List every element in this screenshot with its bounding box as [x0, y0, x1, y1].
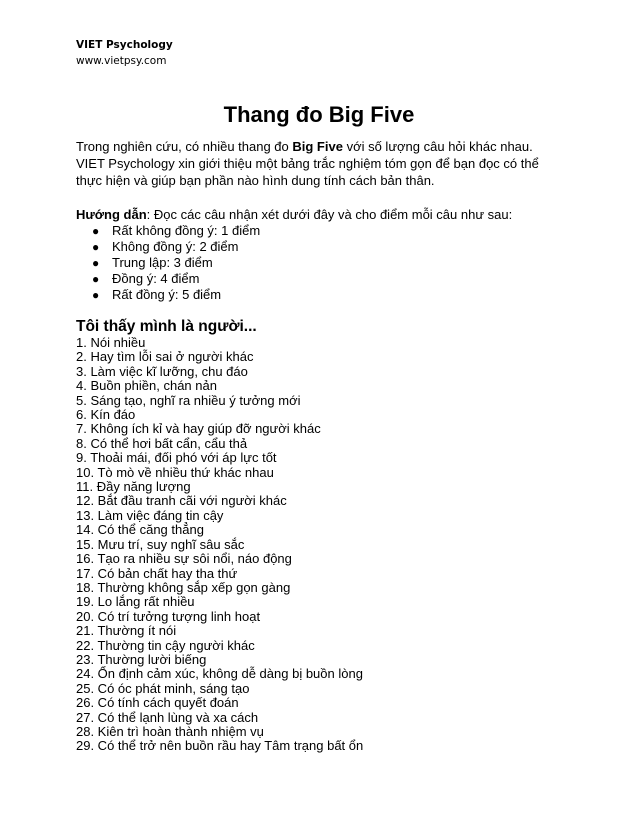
rating-scale-item: [92, 287, 562, 303]
list-item: 28. Kiên trì hoàn thành nhiệm vụ: [76, 723, 264, 739]
list-item: 1. Nói nhiều: [76, 335, 146, 350]
list-item: 24. Ổn định cảm xúc, không dễ dàng bị buồn lòng: [76, 666, 363, 682]
list-item: 22. Thường tin cậy người khác: [76, 637, 255, 653]
list-item: 4. Buồn phiền, chán nản: [76, 378, 217, 394]
section-heading: Tôi thấy mình là người...: [76, 318, 257, 335]
list-item: 21. Thường ít nói: [76, 623, 177, 639]
rating-scale-label: Rất không đồng ý: 1 điểm: [112, 223, 261, 238]
bullet-icon: ●: [92, 256, 100, 270]
list-item: 12. Bắt đầu tranh cãi với người khác: [76, 493, 287, 509]
header-org-name: VIET Psychology: [76, 39, 173, 51]
list-item: 3. Làm việc kĩ lưỡng, chu đáo: [76, 363, 248, 379]
page-title: Thang đo Big Five: [223, 102, 415, 127]
rating-scale-label: Đồng ý: 4 điểm: [112, 271, 200, 286]
list-item: 11. Đầy năng lượng: [76, 479, 191, 495]
rating-scale-item: [92, 239, 562, 255]
list-item: 9. Thoải mái, đối phó với áp lực tốt: [76, 450, 277, 466]
intro-text-end: với số lượng câu hỏi khác nhau. VIET Psychology xin giới thiệu một bảng trắc nghiệm tóm gọn để bạn đọc có thể thực hiện và giúp bạn phần nào hình dung tính cách bản thân.: [76, 139, 539, 188]
list-item: 6. Kín đáo: [76, 407, 136, 423]
list-item: 8. Có thể hơi bất cẩn, cẩu thả: [76, 435, 248, 451]
bullet-icon: ●: [92, 288, 100, 302]
list-item: 17. Có bản chất hay tha thứ: [76, 565, 238, 581]
instruction-paragraph: [76, 206, 562, 223]
instruction-label: Hướng dẫn: [76, 207, 147, 222]
intro-text-start: Trong nghiên cứu, có nhiều thang đo: [76, 139, 293, 154]
rating-scale-label: Trung lập: 3 điểm: [112, 255, 213, 270]
list-item: 25. Có óc phát minh, sáng tạo: [76, 680, 250, 696]
list-item: 13. Làm việc đáng tin cậy: [76, 507, 224, 523]
rating-scale-label: Không đồng ý: 2 điểm: [112, 239, 239, 254]
list-item: 23. Thường lười biếng: [76, 651, 207, 667]
list-item: 2. Hay tìm lỗi sai ở người khác: [76, 349, 254, 365]
rating-scale-label: Rất đồng ý: 5 điểm: [112, 287, 222, 302]
list-item: 7. Không ích kỉ và hay giúp đỡ người khác: [76, 421, 321, 437]
bullet-icon: ●: [92, 272, 100, 286]
list-item: 29. Có thể trở nên buồn rầu hay Tâm trạng bất ổn: [76, 738, 364, 754]
list-item: 20. Có trí tưởng tượng linh hoạt: [76, 608, 261, 624]
instruction-text: : Đọc các câu nhận xét dưới đây và cho điểm mỗi câu như sau:: [146, 207, 513, 222]
list-item: 5. Sáng tạo, nghĩ ra nhiều ý tưởng mới: [76, 392, 301, 408]
list-item: 14. Có thể căng thẳng: [76, 522, 204, 538]
intro-paragraph: [76, 138, 562, 189]
list-item: 27. Có thể lạnh lùng và xa cách: [76, 709, 259, 725]
rating-scale-item: [92, 223, 562, 239]
questionnaire-items: [76, 336, 562, 754]
bullet-icon: ●: [92, 224, 100, 238]
list-item: 10. Tò mò về nhiều thứ khác nhau: [76, 464, 274, 480]
list-item: 15. Mưu trí, suy nghĩ sâu sắc: [76, 536, 245, 552]
rating-scale-list: [76, 223, 562, 303]
rating-scale-item: [92, 255, 562, 271]
list-item: 16. Tạo ra nhiều sự sôi nổi, náo động: [76, 551, 292, 567]
bullet-icon: ●: [92, 240, 100, 254]
list-item: 26. Có tính cách quyết đoán: [76, 695, 239, 711]
header-url[interactable]: www.vietpsy.com: [76, 55, 167, 67]
list-item: 18. Thường không sắp xếp gọn gàng: [76, 579, 291, 595]
list-item: 19. Lo lắng rất nhiều: [76, 594, 195, 610]
intro-bold-term: Big Five: [292, 139, 343, 154]
rating-scale-item: [92, 271, 562, 287]
